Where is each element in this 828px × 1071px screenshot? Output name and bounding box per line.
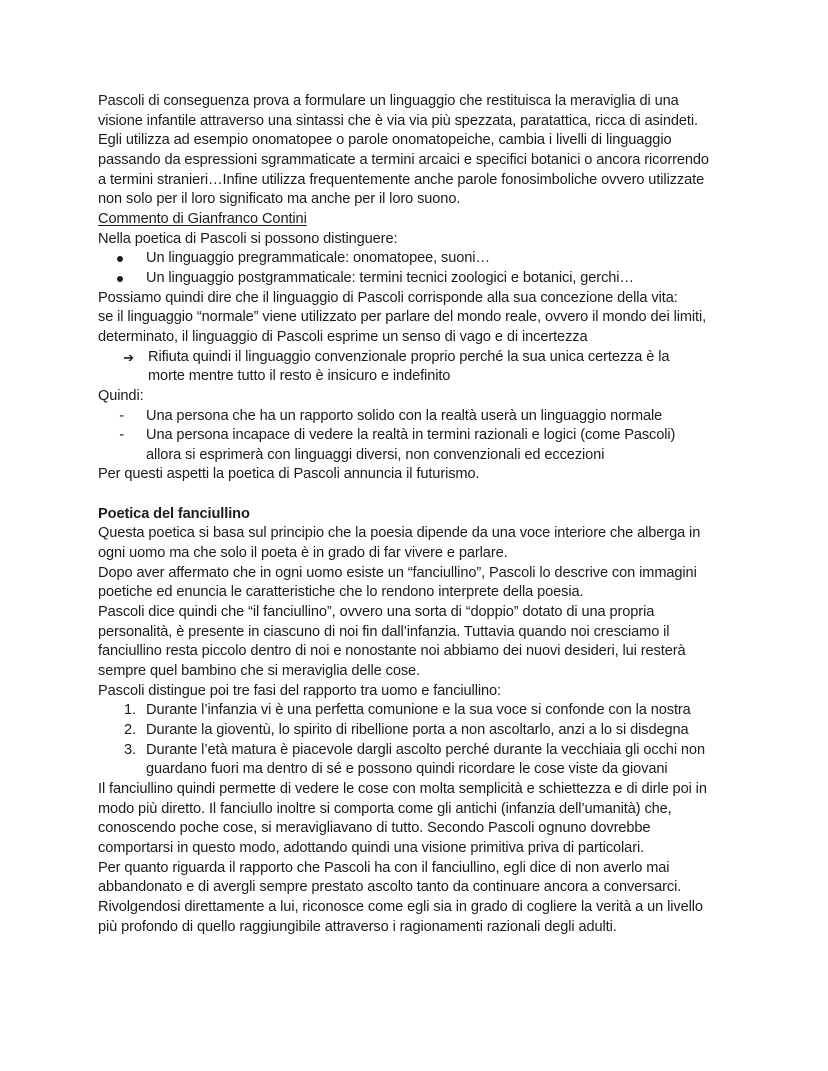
text-line: visione infantile attraverso una sintassi che è via via più spezzata, paratattica, ricca di asindeti. <box>98 112 698 129</box>
fanciullino-paragraph-1 <box>98 524 738 701</box>
text-line: Rifiuta quindi il linguaggio convenzionale proprio perché la sua unica certezza è la <box>148 348 670 365</box>
document-page <box>98 92 738 937</box>
dash-marker-icon: - <box>119 407 124 424</box>
section-title-contini: Commento di Gianfranco Contini <box>98 210 307 227</box>
contini-section <box>98 210 738 485</box>
text-line: determinato, il linguaggio di Pascoli esprime un senso di vago e di incertezza <box>98 328 588 345</box>
text-line: Una persona incapace di vedere la realtà in termini razionali e logici (come Pascoli) <box>146 427 676 444</box>
intro-paragraph <box>98 92 738 210</box>
text-line: passando da espressioni sgrammaticate a termini arcaici e specifici botanici o ancora ricorrendo <box>98 151 709 168</box>
text-line: abbandonato e di avergli sempre prestato ascolto tanto da continuare ancora a conversarci. <box>98 879 682 896</box>
contini-paragraph <box>98 289 738 348</box>
text-line: ogni uomo ma che solo il poeta è in grado di far vivere e parlare. <box>98 545 508 562</box>
text-line: guardano fuori ma dentro di sé e possono quindi ricordare le cose viste da giovani <box>146 761 668 778</box>
text-line: Pascoli dice quindi che “il fanciullino”, ovvero una sorta di “doppio” dotato di una propria <box>98 604 655 621</box>
text-line: non solo per il loro significato ma anche per il loro suono. <box>98 191 461 208</box>
text-line: Durante l’infanzia vi è una perfetta comunione e la sua voce si confonde con la nostra <box>146 702 691 719</box>
bullet-list <box>98 249 738 288</box>
list-number: 2. <box>124 721 136 738</box>
phase-item <box>98 721 738 741</box>
text-line: Durante la gioventù, lo spirito di ribellione porta a non ascoltarlo, anzi a lo si disdegna <box>146 721 689 738</box>
bullet-text: Un linguaggio postgrammaticale: termini tecnici zoologici e botanici, gerchi… <box>146 269 634 286</box>
dash-item <box>98 426 738 465</box>
bullet-dot-icon <box>117 256 123 262</box>
text-line: poetiche ed enuncia le caratteristiche che lo rendono interprete della poesia. <box>98 584 584 601</box>
dash-item <box>98 407 738 427</box>
text-line: modo più diretto. Il fanciullo inoltre si comporta come gli antichi (infanzia dell’umanità) che, <box>98 800 672 817</box>
text-line: comportarsi in questo modo, adottando quindi una visione primitiva priva di particolari. <box>98 839 645 856</box>
bullet-item <box>98 269 738 289</box>
text-line: allora si esprimerà con linguaggi diversi, non convenzionali ed eccezioni <box>146 446 605 463</box>
text-line: conoscendo poche cose, si meravigliavano di tutto. Secondo Pascoli ognuno dovrebbe <box>98 820 651 837</box>
arrow-list <box>98 348 738 387</box>
text-line: Rivolgendosi direttamente a lui, riconosce come egli sia in grado di cogliere la verità a un livello <box>98 898 703 915</box>
arrow-right-icon: ➔ <box>123 349 134 365</box>
text-line: Una persona che ha un rapporto solido con la realtà userà un linguaggio normale <box>146 407 663 424</box>
dash-marker-icon: - <box>119 427 124 444</box>
arrow-item <box>98 348 738 387</box>
text-line: Questa poetica si basa sul principio che la poesia dipende da una voce interiore che alberga in <box>98 525 701 542</box>
text-line: se il linguaggio “normale” viene utilizzato per parlare del mondo reale, ovvero il mondo dei limiti, <box>98 309 707 326</box>
bullet-item <box>98 249 738 269</box>
text-line: più profondo di quello raggiungibile attraverso i ragionamenti razionali degli adulti. <box>98 918 617 935</box>
text-line: Egli utilizza ad esempio onomatopee o parole onomatopeiche, cambia i livelli di linguaggio <box>98 132 672 149</box>
text-line: sempre quel bambino che si meraviglia delle cose. <box>98 663 421 680</box>
dash-list <box>98 407 738 466</box>
phase-item <box>98 741 738 780</box>
fanciullino-section <box>98 505 738 937</box>
phase-item <box>98 701 738 721</box>
text-line: Possiamo quindi dire che il linguaggio di Pascoli corrisponde alla sua concezione della vita: <box>98 289 678 306</box>
phases-list <box>98 701 738 780</box>
bullet-text: Un linguaggio pregrammaticale: onomatopee, suoni… <box>146 250 490 267</box>
quindi-label: Quindi: <box>98 387 144 404</box>
section-title-fanciullino: Poetica del fanciullino <box>98 505 250 522</box>
bullet-dot-icon <box>117 276 123 282</box>
text-line: fanciullino resta piccolo dentro di noi e nonostante noi abbiamo dei nuovi desideri, lui resterà <box>98 643 686 660</box>
text-line: Per quanto riguarda il rapporto che Pascoli ha con il fanciullino, egli dice di non averlo mai <box>98 859 670 876</box>
text-line: morte mentre tutto il resto è insicuro e indefinito <box>148 368 451 385</box>
text-line: a termini stranieri…Infine utilizza frequentemente anche parole fonosimboliche ovvero utilizzate <box>98 171 705 188</box>
text-line: Il fanciullino quindi permette di vedere le cose con molta semplicità e schiettezza e di dirle poi in <box>98 780 707 797</box>
text-line: Durante l’età matura è piacevole dargli ascolto perché durante la vecchiaia gli occhi non <box>146 741 705 758</box>
contini-intro: Nella poetica di Pascoli si possono distinguere: <box>98 230 398 247</box>
text-line: Dopo aver affermato che in ogni uomo esiste un “fanciullino”, Pascoli lo descrive con immagini <box>98 564 697 581</box>
list-number: 1. <box>124 702 136 719</box>
fanciullino-paragraph-2 <box>98 780 738 937</box>
text-line: Pascoli di conseguenza prova a formulare un linguaggio che restituisca la meraviglia di una <box>98 93 679 109</box>
contini-conclusion: Per questi aspetti la poetica di Pascoli annuncia il futurismo. <box>98 466 480 483</box>
text-line: personalità, è presente in ciascuno di noi fin dall’infanzia. Tuttavia quando noi cresciamo il <box>98 623 670 640</box>
list-number: 3. <box>124 741 136 758</box>
text-line: Pascoli distingue poi tre fasi del rapporto tra uomo e fanciullino: <box>98 682 501 699</box>
